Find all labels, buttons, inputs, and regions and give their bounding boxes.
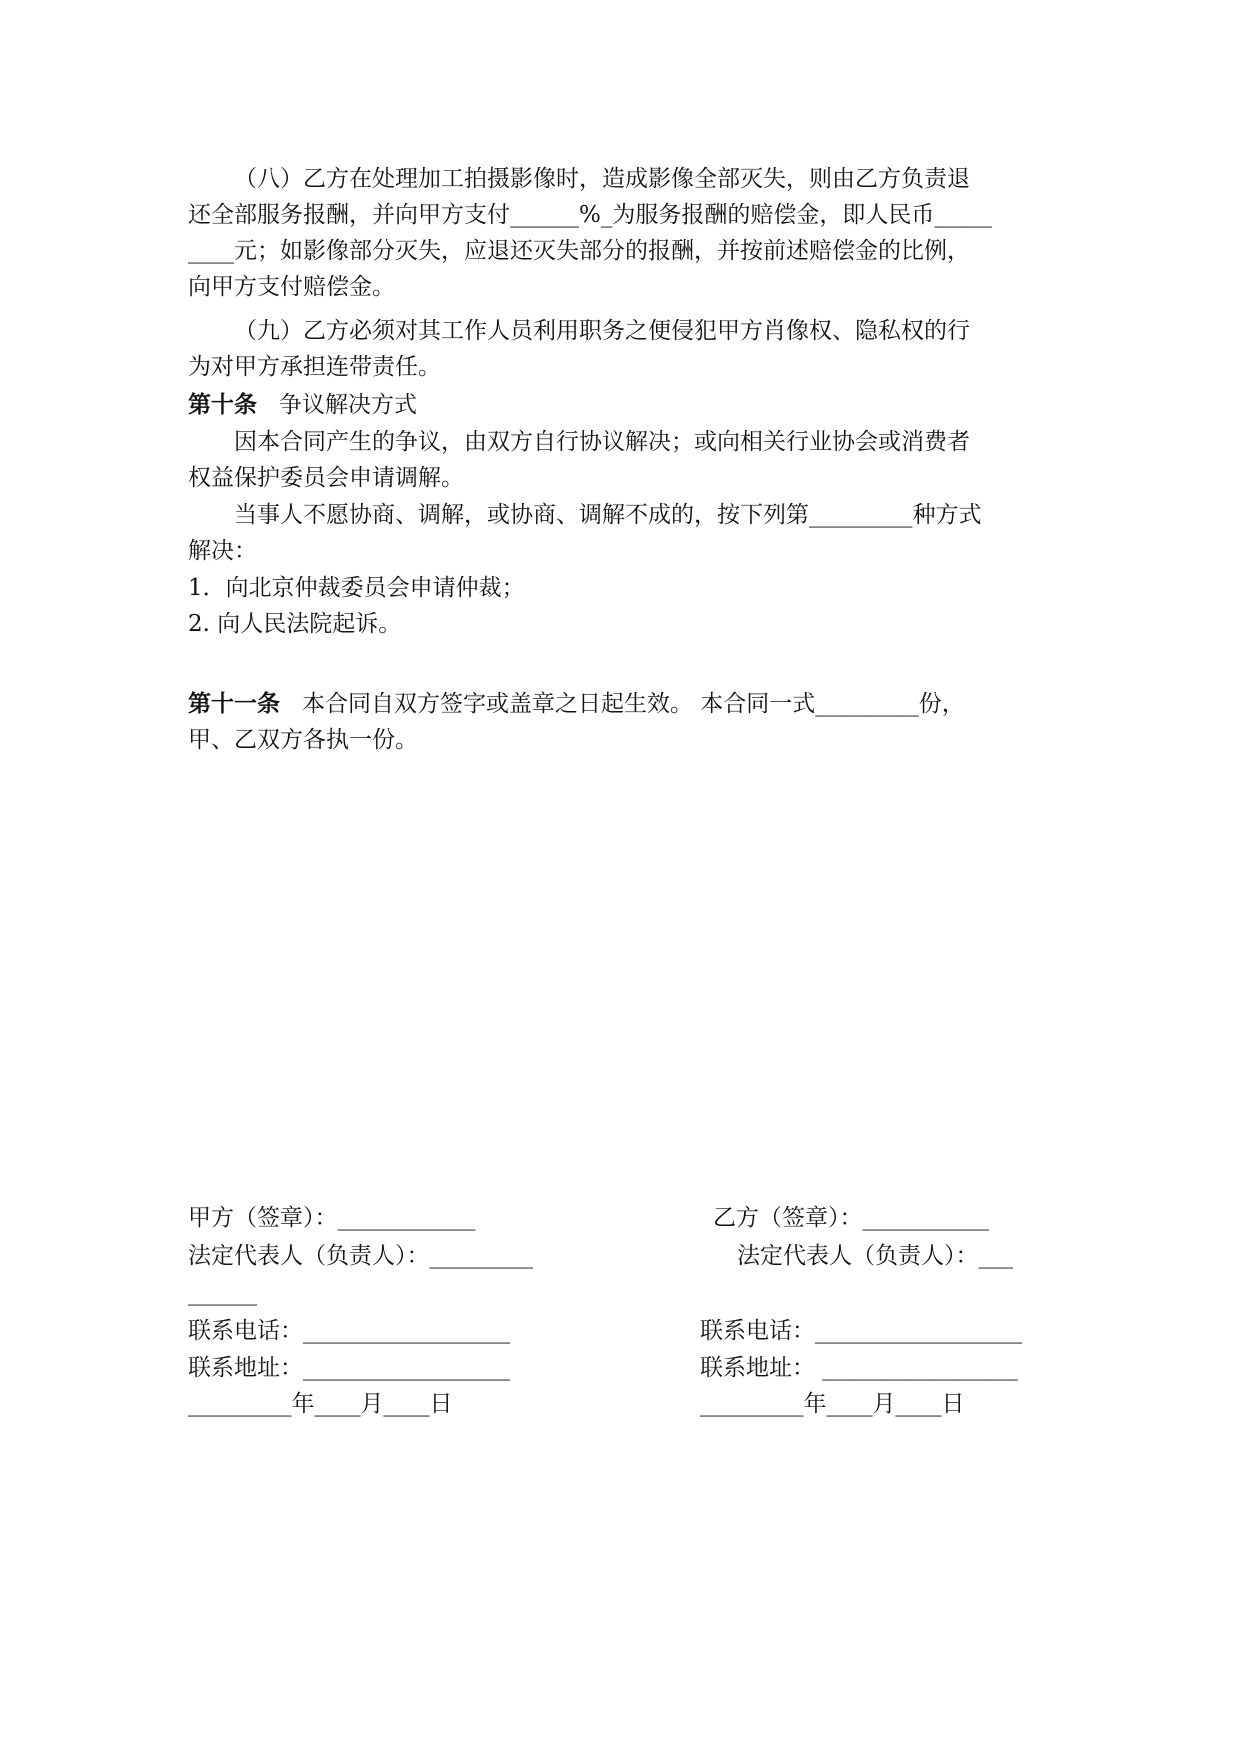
clause9-line2: 为对甲方承担连带责任。 (188, 354, 441, 380)
clause8-line4: 向甲方支付赔偿金。 (188, 274, 395, 300)
article10-heading-line (188, 387, 1058, 423)
article10-p2-line2: 解决： (188, 538, 257, 564)
party-a-representative-continued: ______ (188, 1280, 257, 1306)
article10-p1-line2: 权益保护委员会申请调解。 (188, 465, 464, 491)
party-b-date: _________年____月____日 (700, 1391, 965, 1417)
article10-p1-line1: 因本合同产生的争议，由双方自行协议解决；或向相关行业协会或消费者 (234, 429, 970, 455)
party-b-address: 联系地址： _________________ (700, 1355, 1018, 1381)
clause9-line1: （九）乙方必须对其工作人员利用职务之便侵犯甲方肖像权、隐私权的行 (234, 318, 970, 344)
clause8-line3: ____元；如影像部分灭失，应退还灭失部分的报酬，并按前述赔偿金的比例， (188, 238, 970, 264)
clause8-line2: 还全部服务报酬，并向甲方支付______%_为服务报酬的赔偿金，即人民币_____ (188, 202, 992, 228)
party-a-representative: 法定代表人（负责人）：_________ (188, 1243, 533, 1269)
article11-heading: 第十一条 (188, 690, 280, 717)
article11-line2: 甲、乙双方各执一份。 (188, 727, 418, 753)
party-a-address: 联系地址：__________________ (188, 1355, 510, 1381)
clause8-line1: （八）乙方在处理加工拍摄影像时，造成影像全部灭失，则由乙方负责退 (234, 166, 970, 192)
article10-option-1: 1．向北京仲裁委员会申请仲裁； (188, 575, 525, 601)
article11-line1 (188, 686, 1058, 722)
party-b-signature: 乙方（签章）：___________ (713, 1205, 989, 1231)
party-a-date: _________年____月____日 (188, 1391, 453, 1417)
party-b-representative: 法定代表人（负责人）：___ (737, 1243, 1013, 1269)
article10-p2-line1: 当事人不愿协商、调解，或协商、调解不成的，按下列第_________种方式 (234, 502, 982, 528)
article10-title: 争议解决方式 (279, 392, 417, 418)
article10-heading: 第十条 (188, 391, 257, 418)
party-a-signature: 甲方（签章）：____________ (188, 1205, 476, 1231)
party-a-phone: 联系电话：__________________ (188, 1318, 510, 1344)
party-b-phone: 联系电话：__________________ (700, 1318, 1022, 1344)
article11-text: 本合同自双方签字或盖章之日起生效。 本合同一式_________份， (302, 691, 965, 717)
article10-option-2: 2. 向人民法院起诉。 (188, 611, 402, 637)
